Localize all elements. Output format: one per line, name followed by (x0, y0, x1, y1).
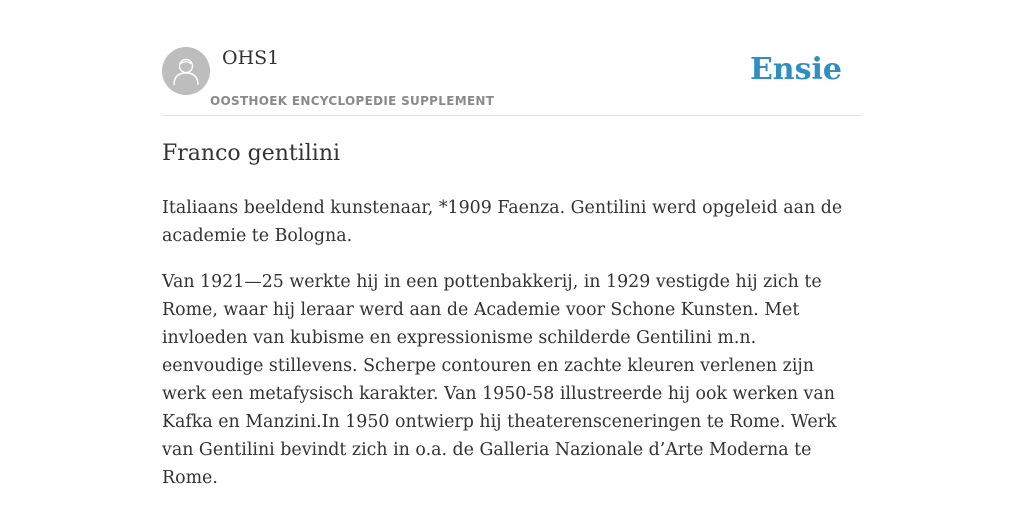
article (162, 138, 862, 492)
source-header (162, 46, 862, 116)
ensie-logo[interactable]: Ensie (749, 52, 842, 87)
user-icon (172, 56, 200, 86)
source-name[interactable]: OOSTHOEK ENCYCLOPEDIE SUPPLEMENT (210, 94, 495, 108)
source-code[interactable]: OHS1 (222, 47, 280, 69)
article-paragraph-2: Van 1921—25 werkte hij in een pottenbakkerij, in 1929 vestigde hij zich te Rome, waar hij leraar werd aan de Academie voor Schone Kunsten. Met invloeden van kubisme en expressionisme schilderde Gentilini m.n. eenvoudige stillevens. Scherpe contouren en zachte kleuren verlenen zijn werk een metafysisch karakter. Van 1950-58 illustreerde hij ook werken van Kafka en Manzini.In 1950 ontwierp hij theaterensceneringen te Rome. Werk van Gentilini bevindt zich in o.a. de Galleria Nazionale d’Arte Moderna te Rome. (162, 272, 837, 488)
source-avatar[interactable] (162, 47, 210, 95)
article-paragraph-1: Italiaans beeldend kunstenaar, *1909 Faenza. Gentilini werd opgeleid aan de academie te Bologna. (162, 198, 843, 246)
article-title: Franco gentilini (162, 141, 341, 166)
